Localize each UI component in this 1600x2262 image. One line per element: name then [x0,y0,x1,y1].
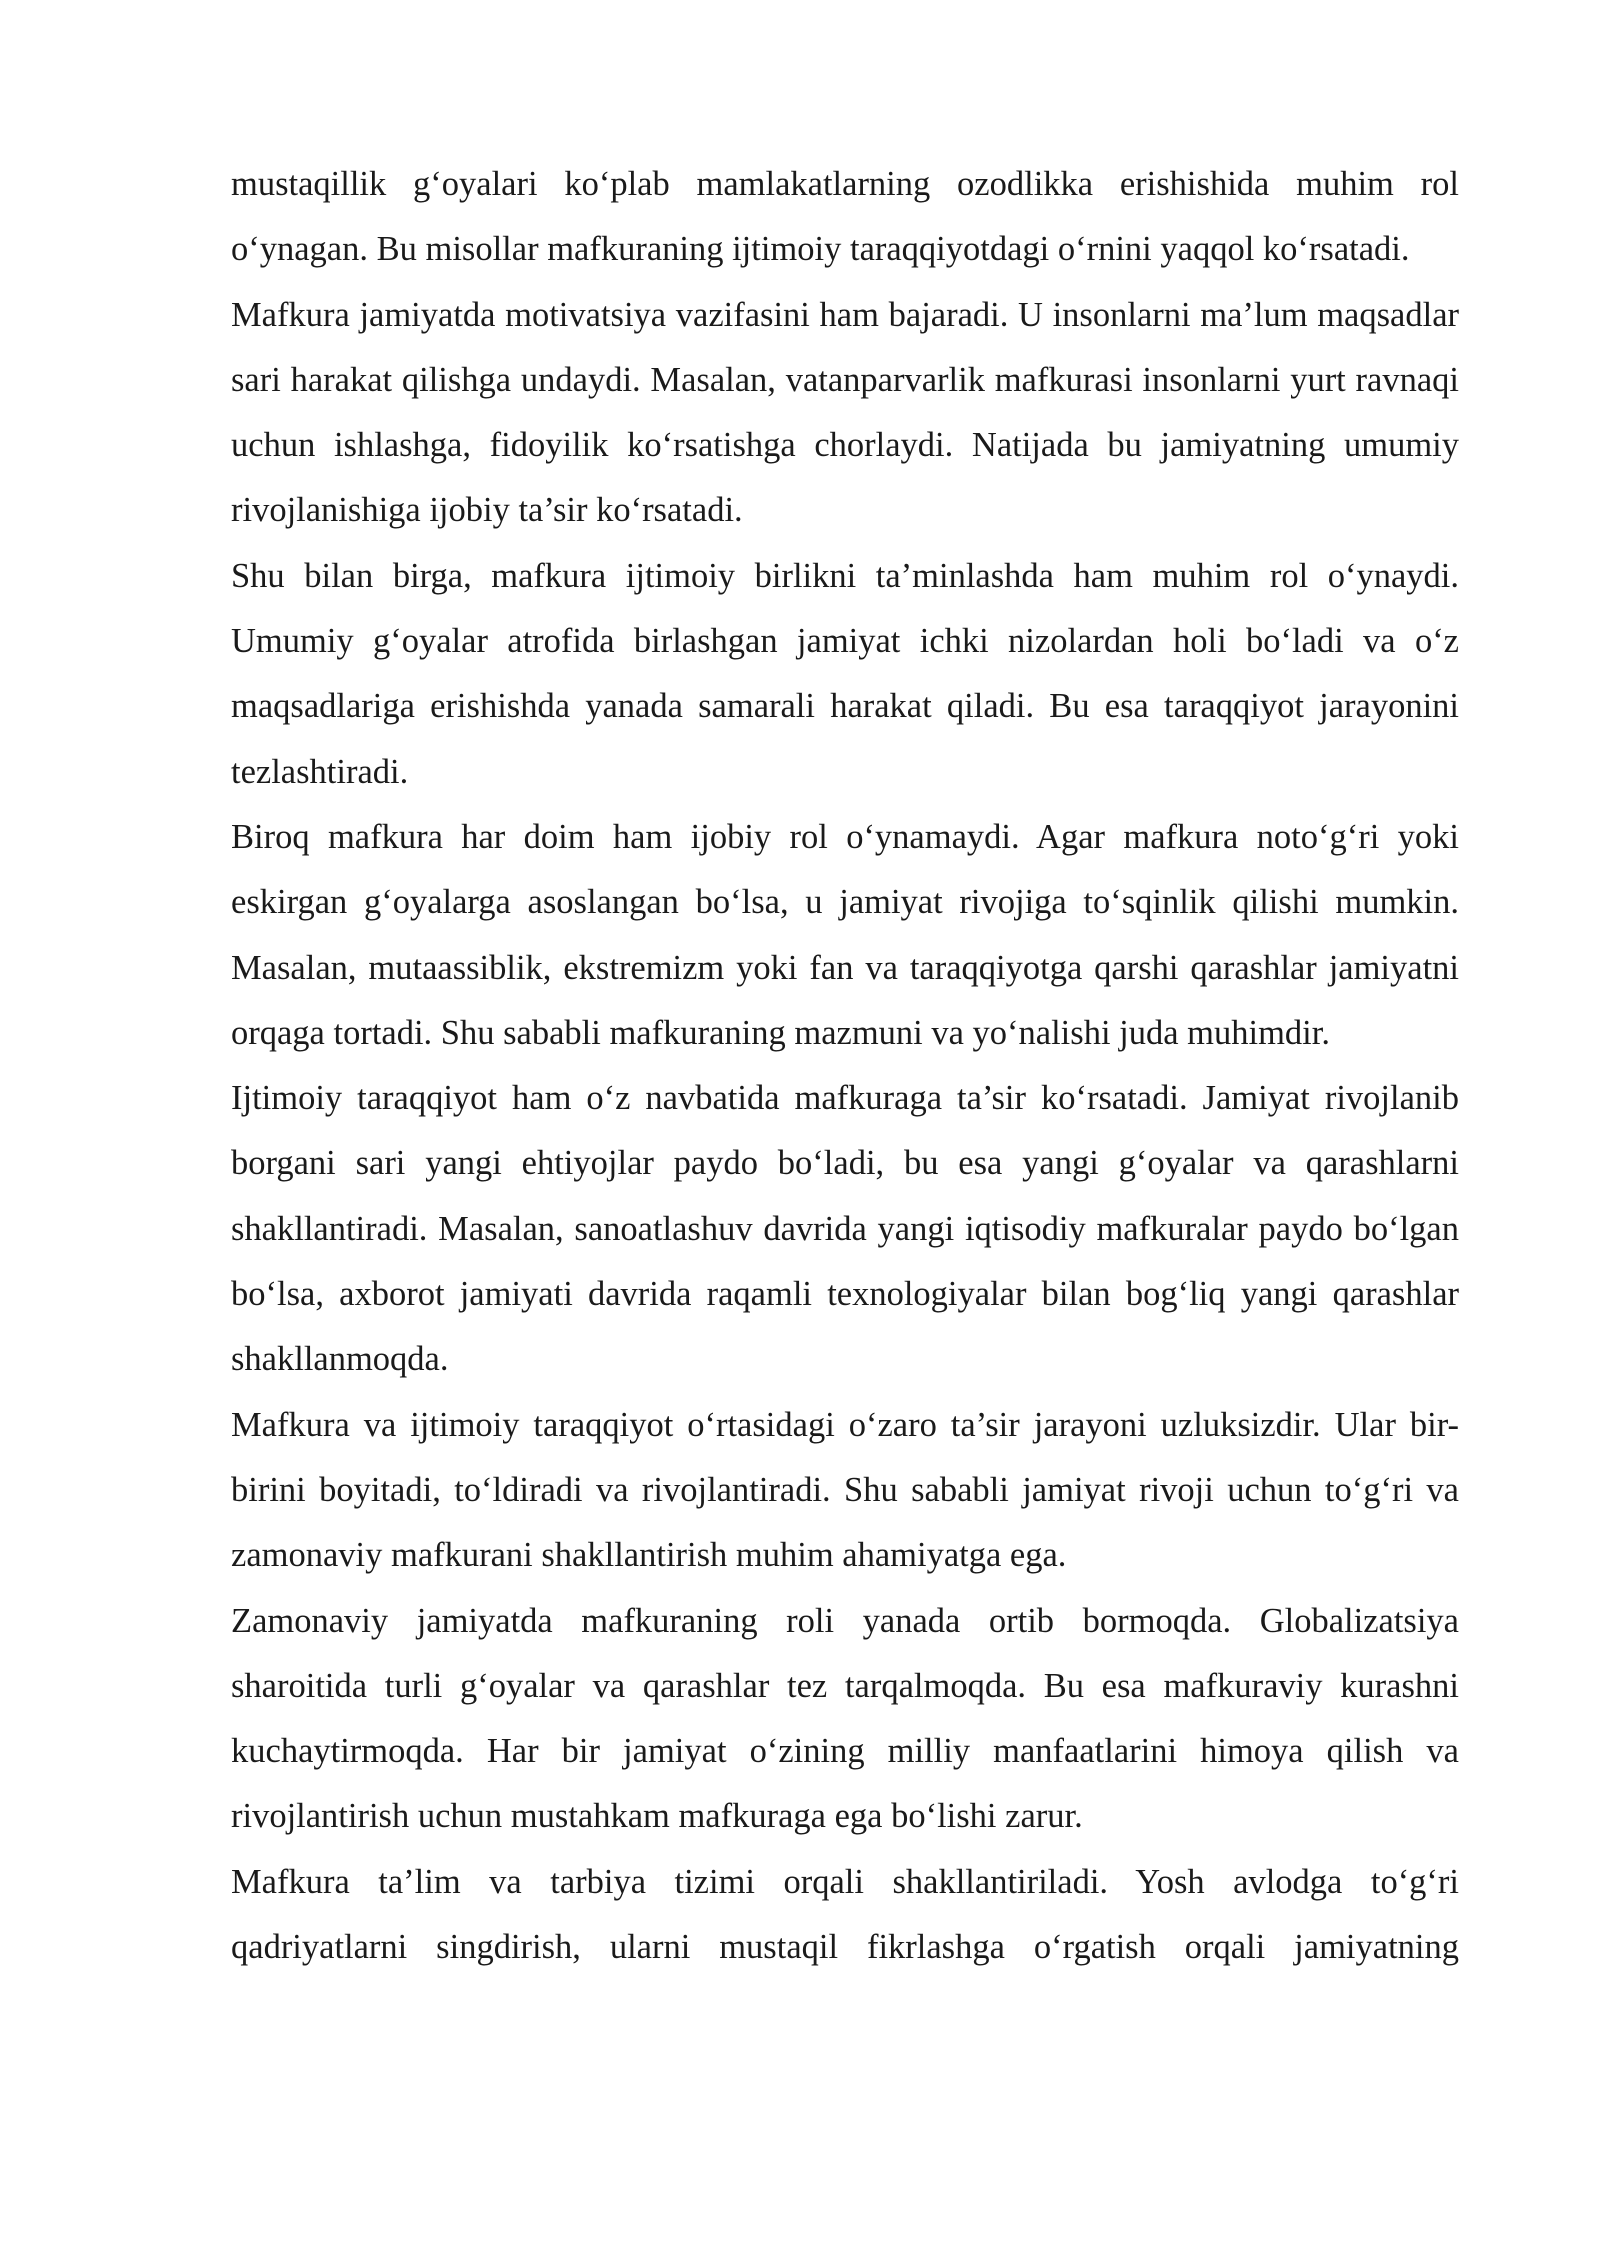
paragraph-2: Mafkura jamiyatda motivatsiya vazifasini ham bajaradi. U insonlarni ma’lum maqsadlar sari harakat qilishga undaydi. Masalan, vatanparvarlik mafkurasi insonlarni yurt ravnaqi uchun ishlashga, fidoyilik ko‘rsatishga chorlaydi. Natijada bu jamiyatning umumiy rivojlanishiga ijobiy ta’sir ko‘rsatadi. [231,295,1459,530]
paragraph-1: mustaqillik g‘oyalari ko‘plab mamlakatlarning ozodlikka erishishida muhim rol o‘ynagan. Bu misollar mafkuraning ijtimoiy taraqqiyotdagi o‘rnini yaqqol ko‘rsatadi. [231,165,1459,269]
paragraph-5: Ijtimoiy taraqqiyot ham o‘z navbatida mafkuraga ta’sir ko‘rsatadi. Jamiyat rivojlanib borgani sari yangi ehtiyojlar paydo bo‘ladi, bu esa yangi g‘oyalar va qarashlarni shakllantiradi. Masalan, sanoatlashuv davrida yangi iqtisodiy mafkuralar paydo bo‘lgan bo‘lsa, axborot jamiyati davrida raqamli texnologiyalar bilan bog‘liq yangi qarashlar shakllanmoqda. [231,1079,1459,1379]
paragraph-4: Biroq mafkura har doim ham ijobiy rol o‘ynamaydi. Agar mafkura noto‘g‘ri yoki eskirgan g‘oyalarga asoslangan bo‘lsa, u jamiyat rivojiga to‘sqinlik qilishi mumkin. Masalan, mutaassiblik, ekstremizm yoki fan va taraqqiyotga qarshi qarashlar jamiyatni orqaga tortadi. Shu sababli mafkuraning mazmuni va yo‘nalishi juda muhimdir. [231,817,1459,1052]
paragraph-8: Mafkura ta’lim va tarbiya tizimi orqali shakllantiriladi. Yosh avlodga to‘g‘ri qadriyatlarni singdirish, ularni mustaqil fikrlashga o‘rgatish orqali jamiyatning [231,1862,1459,1967]
document-page [231,152,1459,1980]
paragraph-6: Mafkura va ijtimoiy taraqqiyot o‘rtasidagi o‘zaro ta’sir jarayoni uzluksizdir. Ular bir-birini boyitadi, to‘ldiradi va rivojlantiradi. Shu sababli jamiyat rivoji uchun to‘g‘ri va zamonaviy mafkurani shakllantirish muhim ahamiyatga ega. [231,1405,1459,1575]
paragraph-7: Zamonaviy jamiyatda mafkuraning roli yanada ortib bormoqda. Globalizatsiya sharoitida turli g‘oyalar va qarashlar tez tarqalmoqda. Bu esa mafkuraviy kurashni kuchaytirmoqda. Har bir jamiyat o‘zining milliy manfaatlarini himoya qilish va rivojlantirish uchun mustahkam mafkuraga ega bo‘lishi zarur. [231,1601,1459,1836]
paragraph-3: Shu bilan birga, mafkura ijtimoiy birlikni ta’minlashda ham muhim rol o‘ynaydi. Umumiy g‘oyalar atrofida birlashgan jamiyat ichki nizolardan holi bo‘ladi va o‘z maqsadlariga erishishda yanada samarali harakat qiladi. Bu esa taraqqiyot jarayonini tezlashtiradi. [231,556,1459,791]
